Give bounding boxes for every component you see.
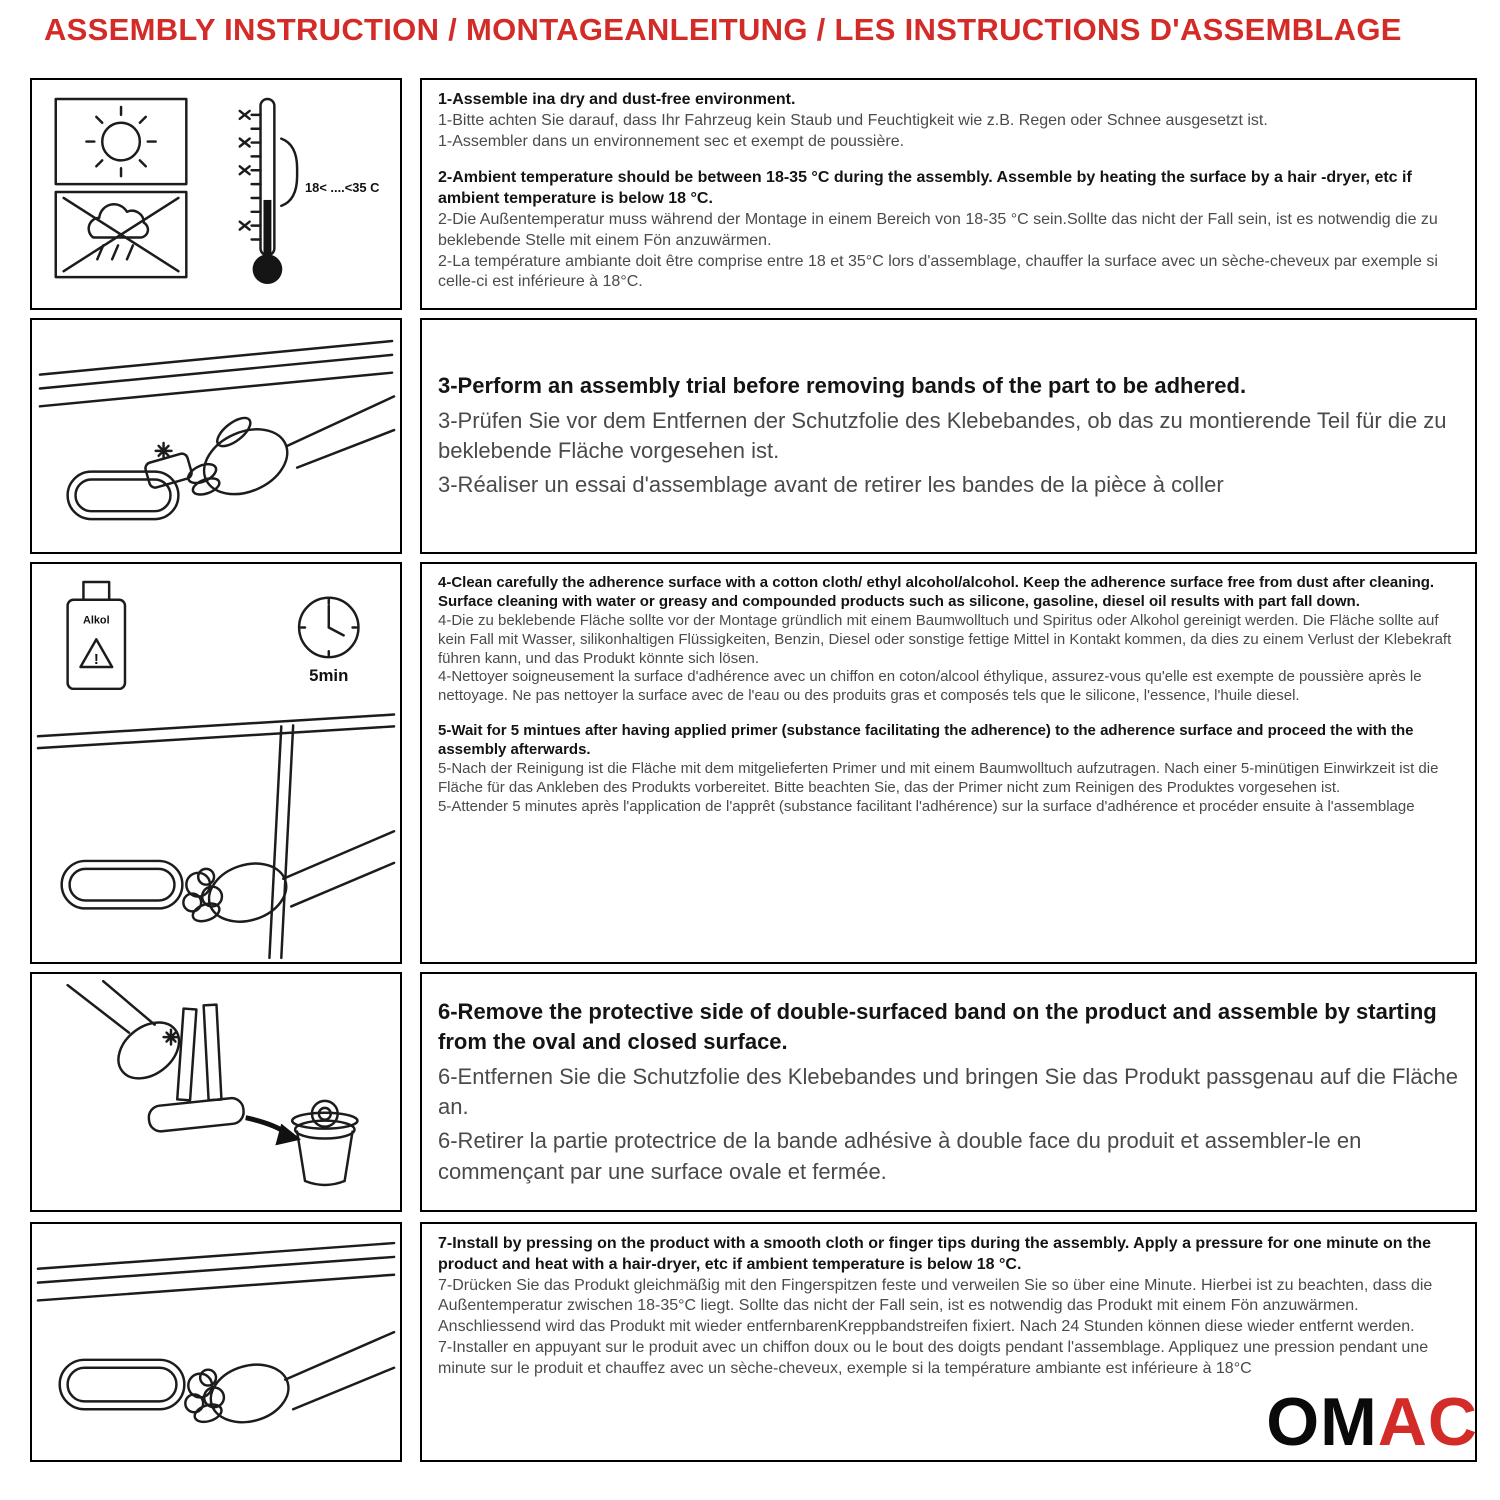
step3-en: 3-Perform an assembly trial before removing bands of the part to be adhered. <box>438 373 1247 399</box>
step2-en: 2-Ambient temperature should be between 18-35 °C during the assembly. Assemble by heating the surface by a hair -dryer, etc if ambient temperature is below 18 °C. <box>438 169 1412 208</box>
sparkle-icon <box>156 443 172 459</box>
step2-de: 2-Die Außentemperatur muss während der Montage in einem Bereich von 18-35 °C sein.Sollte das nicht der Fall sein, ist es notwendig die zu beklebende Stelle mit einem Fön anzuwärmen. <box>438 210 1438 249</box>
step4-fr: 4-Nettoyer soigneusement la surface d'adhérence avec un chiffon en coton/alcool éthylique, assurez-vous qu'elle est exempte de poussière après le nettoyage. Ne pas nettoyer la surface avec de l'eau ou des produits gras et composés tels que le silicone, l'essence, l'huile diesel. <box>438 668 1422 705</box>
logo-black-part: OM <box>1266 1384 1378 1460</box>
sun-icon <box>102 123 140 161</box>
warning-mark: ! <box>93 652 99 669</box>
illustration-clean-surface <box>30 562 402 964</box>
step7-en: 7-Install by pressing on the product with a smooth cloth or finger tips during the assembly. Apply a pressure for one minute on the product and heat with a hair-dryer, etc if ambient temperature is below 18 °C. <box>438 1235 1431 1273</box>
illustration-environment <box>30 78 402 310</box>
step1-de: 1-Bitte achten Sie darauf, dass Ihr Fahrzeug kein Staub und Feuchtigkeit wie z.B. Regen oder Schnee ausgesetzt ist. <box>438 111 1268 129</box>
bottle-label: Alkol <box>83 614 110 627</box>
step7-fr: 7-Installer en appuyant sur le produit avec un chiffon doux ou le bout des doigts pendant l'assemblage. Appliquez une pression pendant une minute sur le produit et chauffez avec un sèche-cheveux, exemple si la température ambiante est inférieure à 18°C <box>438 1338 1429 1377</box>
step6-en: 6-Remove the protective side of double-surfaced band on the product and assemble by starting from the oval and closed surface. <box>438 998 1437 1055</box>
door-sill-line <box>38 1243 394 1269</box>
step2-fr: 2-La température ambiante doit être comprise entre 18 et 35°C lors d'assemblage, chauffer la surface avec un sèche-cheveux par exemple si celle-ci est inférieure à 18°C. <box>438 252 1438 291</box>
door-sill-line <box>40 341 392 375</box>
step1-fr: 1-Assembler dans un environnement sec et exempt de poussière. <box>438 132 905 150</box>
step3-de: 3-Prüfen Sie vor dem Entfernen der Schutzfolie des Klebebandes, ob das zu montierende Teil für die zu beklebende Fläche vorgesehen ist. <box>438 407 1447 463</box>
logo-red-part: AC <box>1377 1384 1478 1460</box>
alcohol-bottle-icon <box>68 600 125 689</box>
omac-logo <box>1266 1384 1478 1460</box>
arm-line <box>287 396 394 445</box>
step6-de: 6-Entfernen Sie die Schutzfolie des Klebebandes und bringen Sie das Produkt passgenau auf die Fläche an. <box>438 1063 1459 1119</box>
step-3-text <box>420 318 1477 554</box>
bracket-shape <box>281 139 297 206</box>
wait-time-label: 5min <box>309 665 349 685</box>
illustration-press-product <box>30 1222 402 1462</box>
illustration-assembly-trial <box>30 318 402 554</box>
illustration-remove-band <box>30 972 402 1212</box>
step-4-5-text <box>420 562 1477 964</box>
protective-strip <box>177 1009 196 1101</box>
step4-en: 4-Clean carefully the adherence surface with a cotton cloth/ ethyl alcohol/alcohol. Keep the adherence surface free from dust after cleaning. Surface cleaning with water or greasy and compounded products such as silicone, gasoline, diesel oil results with part fall down. <box>438 574 1435 610</box>
door-edge-line <box>38 715 394 737</box>
page-title: ASSEMBLY INSTRUCTION / MONTAGEANLEITUNG / LES INSTRUCTIONS D'ASSEMBLAGE <box>44 12 1402 47</box>
environment-illustration <box>32 80 400 308</box>
step3-fr: 3-Réaliser un essai d'assemblage avant de retirer les bandes de la pièce à coller <box>438 472 1224 498</box>
remove-band-illustration <box>32 974 400 1210</box>
press-product-illustration <box>32 1224 400 1460</box>
step-6-text <box>420 972 1477 1212</box>
step5-en: 5-Wait for 5 mintues after having applied primer (substance facilitating the adherence) to the adherence surface and proceed the with the assembly afterwards. <box>438 722 1414 759</box>
hand-icon <box>201 854 293 931</box>
step6-fr: 6-Retirer la partie protectrice de la bande adhésive à double face du produit et assembler-le en commençant par une surface ovale et fermée. <box>438 1128 1362 1184</box>
step5-de: 5-Nach der Reinigung ist die Fläche mit dem mitgelieferten Primer und mit einem Baumwolltuch aufzutragen. Nach einer 5-minütigen Einwirkzeit ist die Fläche für das Ankleben des Produkts vorbereitet. Bitte beachten Sie, das der Primer nicht zum Reinigen des Produktes vorgesehen ist. <box>438 760 1439 796</box>
step5-fr: 5-Attender 5 minutes après l'application de l'apprêt (substance facilitant l'adhérence) sur la surface d'adhérence et procéder ensuite à l'assemblage <box>438 797 1415 815</box>
product-part <box>148 1097 245 1133</box>
step7-de: 7-Drücken Sie das Produkt gleichmäßig mit den Fingerspitzen feste und verweilen Sie so über eine Minute. Hierbei ist zu beachten, dass die Außentemperatur zwischen 18-35°C liegt. Sollte das nicht der Fall sein, ist es notwendig das Produkt mit einem Fön anzuwärmen. Anschliessend wird das Produkt mit wieder entfernbarenKreppbandstreifen fixiert. Nach 24 Stunden können diese wieder entfernt werden. <box>438 1276 1433 1336</box>
arm-line <box>68 985 129 1032</box>
hand-icon <box>204 1356 295 1431</box>
temperature-range-label: 18< ....<35 C <box>305 180 380 196</box>
assembly-trial-illustration <box>32 320 400 552</box>
step1-en: 1-Assemble ina dry and dust-free environment. <box>438 91 796 108</box>
sparkle-icon <box>164 1030 179 1045</box>
clean-surface-illustration <box>32 564 400 962</box>
step-1-2-text <box>420 78 1477 310</box>
step4-de: 4-Die zu beklebende Fläche sollte vor der Montage gründlich mit einem Baumwolltuch und Spiritus oder Alkohol gereinigt werden. Die Fläche sollte auf kein Fall mit Wasser, silikonhaltigen Flüssigkeiten, Benzin, Diesel oder sonstige fettige Mittel in Kontakt kommen, da dies zu einem Verlust der Klebekraft führen kann, und das Produkt könnte sich lösen. <box>438 611 1452 667</box>
